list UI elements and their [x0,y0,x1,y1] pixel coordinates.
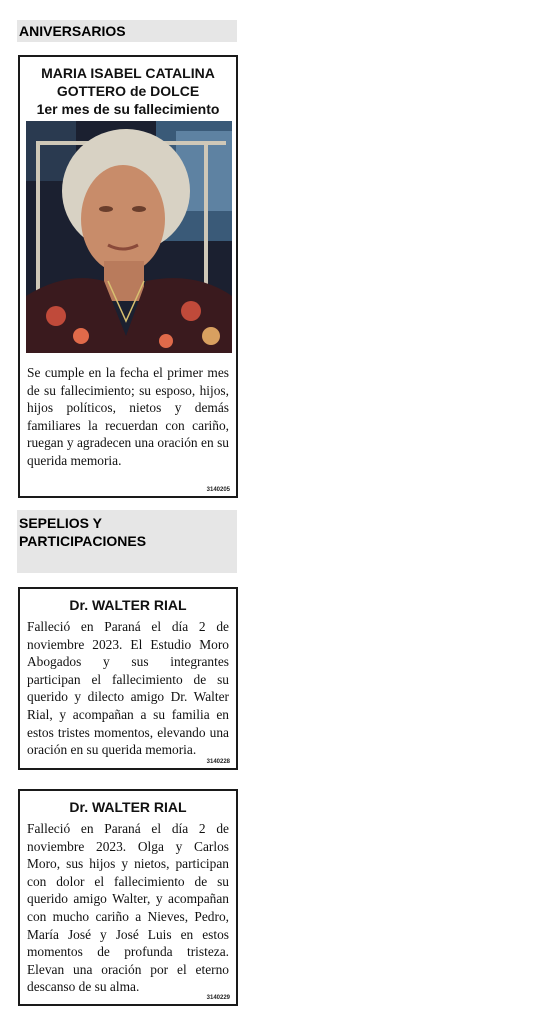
notice-title-line-2: GOTTERO de DOLCE [56,83,200,99]
section-title: ANIVERSARIOS [19,23,126,39]
notice-title [20,64,236,118]
notice-code: 3140205 [206,487,230,493]
portrait-image [26,121,232,353]
section-header-aniversarios [17,20,237,42]
portrait-photo [26,121,232,353]
obituary-notice-rial-2 [18,789,238,1006]
section-title-line-2: PARTICIPACIONES [19,533,147,549]
obituary-notice-gottero [18,55,238,498]
notice-body: Se cumple en la fecha el primer mes de su fallecimiento; su esposo, hijos, hijos políticos, nietos y demás familiares la recuerdan con cariño, ruegan y agradecen una oración en su querida memoria. [27,365,229,468]
section-title-line-1: SEPELIOS Y [19,515,102,531]
notice-title-line-1: MARIA ISABEL CATALINA [41,65,215,81]
notice-title-line-3: 1er mes de su fallecimiento [36,101,220,117]
notice-body: Falleció en Paraná el día 2 de noviembre 2023. El Estudio Moro Abogados y sus integrantes participan el fallecimiento de su querido y dilecto amigo Dr. Walter Rial, y acompañan a su familia en estos tristes momentos, elevando una oración en su querida memoria. [27,619,229,758]
notice-title: Dr. WALTER RIAL [69,597,187,613]
notice-title: Dr. WALTER RIAL [69,799,187,815]
obituary-notice-rial-1 [18,587,238,770]
notice-code: 3140228 [206,759,230,765]
notice-code: 3140229 [206,995,230,1001]
notice-body: Falleció en Paraná el día 2 de noviembre 2023. Olga y Carlos Moro, sus hijos y nietos, participan con dolor el fallecimiento de su querido amigo Walter, y acompañan con mucho cariño a Nieves, Pedro, María José y José Luis en estos momentos de profunda tristeza. Elevan una oración por el eterno descanso de su alma. [27,821,229,995]
section-header-sepelios [17,510,237,573]
